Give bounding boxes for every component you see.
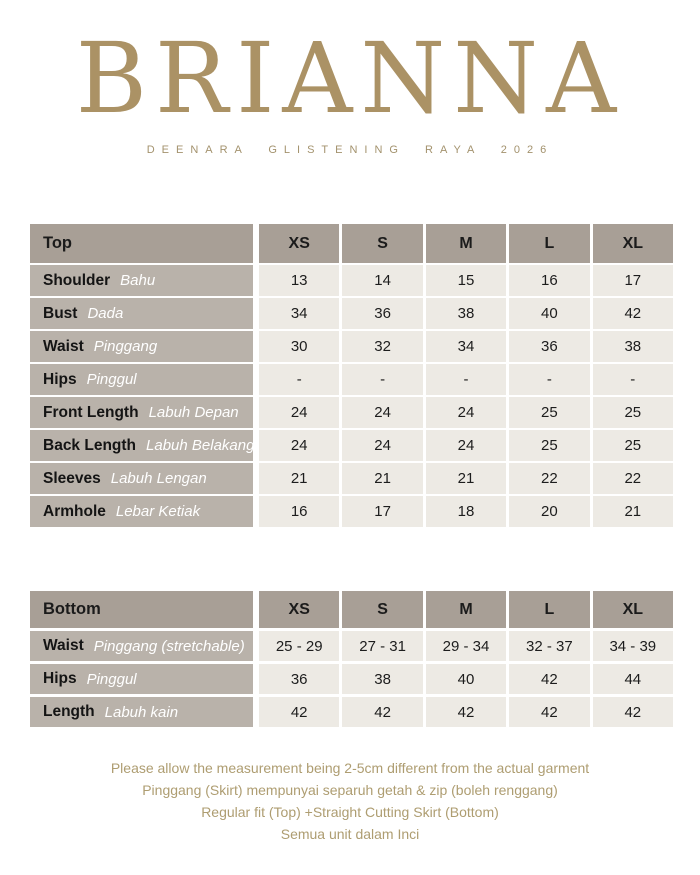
value-cell: 25 [509, 397, 589, 428]
value-cell: 34 [259, 298, 339, 329]
top-size-table [30, 224, 673, 527]
value-cell: 42 [593, 298, 673, 329]
row-label-en: Waist [43, 637, 84, 654]
value-cell: 21 [593, 496, 673, 527]
value-cell: 21 [342, 463, 422, 494]
row-label-ms: Pinggang [93, 338, 158, 355]
size-header-l: L [509, 591, 589, 628]
value-cell: 17 [593, 265, 673, 296]
value-cell: 25 [593, 430, 673, 461]
row-label-en: Front Length [43, 403, 139, 421]
row-label-ms: Labuh Lengan [110, 470, 207, 487]
value-cell: 42 [342, 697, 422, 727]
value-cell: 20 [509, 496, 589, 527]
value-cell: 25 [509, 430, 589, 461]
value-cell: 24 [259, 430, 339, 461]
value-cell: 24 [426, 397, 506, 428]
note-line: Regular fit (Top) +Straight Cutting Skirt (Bottom) [201, 804, 499, 820]
value-cell: - [593, 364, 673, 395]
value-cell: 15 [426, 265, 506, 296]
value-cell: 40 [509, 298, 589, 329]
row-label-ms: Pinggang (stretchable) [93, 637, 245, 655]
row-label-hips [30, 364, 256, 395]
bottom-table-header: Bottom [30, 591, 256, 628]
row-label-waist [30, 331, 256, 362]
row-label-armhole [30, 496, 256, 527]
value-cell: 24 [342, 397, 422, 428]
value-cell: - [259, 364, 339, 395]
value-cell: 34 [426, 331, 506, 362]
row-label-ms: Lebar Ketiak [115, 503, 201, 520]
brand-title: BRIANNA [75, 22, 625, 135]
size-header-s: S [342, 224, 422, 263]
value-cell: 21 [426, 463, 506, 494]
value-cell: 21 [259, 463, 339, 494]
value-cell: 36 [342, 298, 422, 329]
row-label-ms: Pinggul [86, 670, 137, 688]
value-cell: 32 - 37 [509, 631, 589, 661]
note-line: Please allow the measurement being 2-5cm different from the actual garment [110, 760, 590, 776]
value-cell: 38 [593, 331, 673, 362]
size-header-m: M [426, 591, 506, 628]
row-label-ms: Pinggul [86, 371, 137, 388]
row-label-bust [30, 298, 256, 329]
value-cell: 30 [259, 331, 339, 362]
row-label-en: Length [43, 703, 95, 720]
measurement-notes [0, 757, 700, 845]
size-header-xs: XS [259, 591, 339, 628]
value-cell: 24 [259, 397, 339, 428]
collection-subtitle: DEENARA GLISTENING RAYA 2026 [146, 144, 554, 156]
row-label-ms: Labuh kain [104, 703, 179, 721]
row-label-length [30, 697, 256, 727]
value-cell: 36 [259, 664, 339, 694]
value-cell: 29 - 34 [426, 631, 506, 661]
value-cell: 42 [509, 697, 589, 727]
row-label-hips [30, 664, 256, 694]
value-cell: 40 [426, 664, 506, 694]
size-header-l: L [509, 224, 589, 263]
row-label-ms: Bahu [120, 272, 156, 289]
value-cell: 14 [342, 265, 422, 296]
row-label-en: Hips [43, 670, 77, 687]
size-header-m: M [426, 224, 506, 263]
value-cell: 13 [259, 265, 339, 296]
size-header-xs: XS [259, 224, 339, 263]
note-line: Pinggang (Skirt) mempunyai separuh getah & zip (boleh renggang) [142, 782, 558, 798]
value-cell: 17 [342, 496, 422, 527]
value-cell: 25 [593, 397, 673, 428]
value-cell: 22 [509, 463, 589, 494]
value-cell: 36 [509, 331, 589, 362]
value-cell: - [509, 364, 589, 395]
row-label-front-length [30, 397, 256, 428]
value-cell: 42 [509, 664, 589, 694]
value-cell: 34 - 39 [593, 631, 673, 661]
value-cell: 44 [593, 664, 673, 694]
value-cell: 22 [593, 463, 673, 494]
value-cell: 32 [342, 331, 422, 362]
value-cell: 38 [426, 298, 506, 329]
value-cell: 18 [426, 496, 506, 527]
value-cell: 16 [509, 265, 589, 296]
value-cell: 42 [259, 697, 339, 727]
row-label-ms: Labuh Belakang [146, 437, 255, 454]
size-header-xl: XL [593, 224, 673, 263]
value-cell: - [342, 364, 422, 395]
value-cell: 16 [259, 496, 339, 527]
value-cell: 27 - 31 [342, 631, 422, 661]
value-cell: 38 [342, 664, 422, 694]
row-label-shoulder [30, 265, 256, 296]
row-label-en: Hips [43, 370, 77, 388]
size-header-s: S [342, 591, 422, 628]
bottom-size-table [30, 591, 673, 727]
size-header-xl: XL [593, 591, 673, 628]
note-line: Semua unit dalam Inci [280, 826, 420, 842]
row-label-en: Bust [43, 304, 78, 322]
value-cell: 25 - 29 [259, 631, 339, 661]
value-cell: 24 [426, 430, 506, 461]
row-label-en: Armhole [43, 502, 106, 520]
row-label-ms: Labuh Depan [148, 404, 239, 421]
value-cell: 42 [593, 697, 673, 727]
value-cell: 42 [426, 697, 506, 727]
row-label-en: Shoulder [43, 271, 111, 289]
top-table-header: Top [30, 224, 256, 263]
row-label-en: Sleeves [43, 469, 101, 487]
value-cell: 24 [342, 430, 422, 461]
value-cell: - [426, 364, 506, 395]
row-label-sleeves [30, 463, 256, 494]
row-label-en: Waist [43, 337, 84, 355]
row-label-ms: Dada [87, 305, 124, 322]
row-label-waist [30, 631, 256, 661]
size-chart-page [0, 22, 700, 875]
row-label-en: Back Length [43, 436, 137, 454]
row-label-back-length [30, 430, 256, 461]
